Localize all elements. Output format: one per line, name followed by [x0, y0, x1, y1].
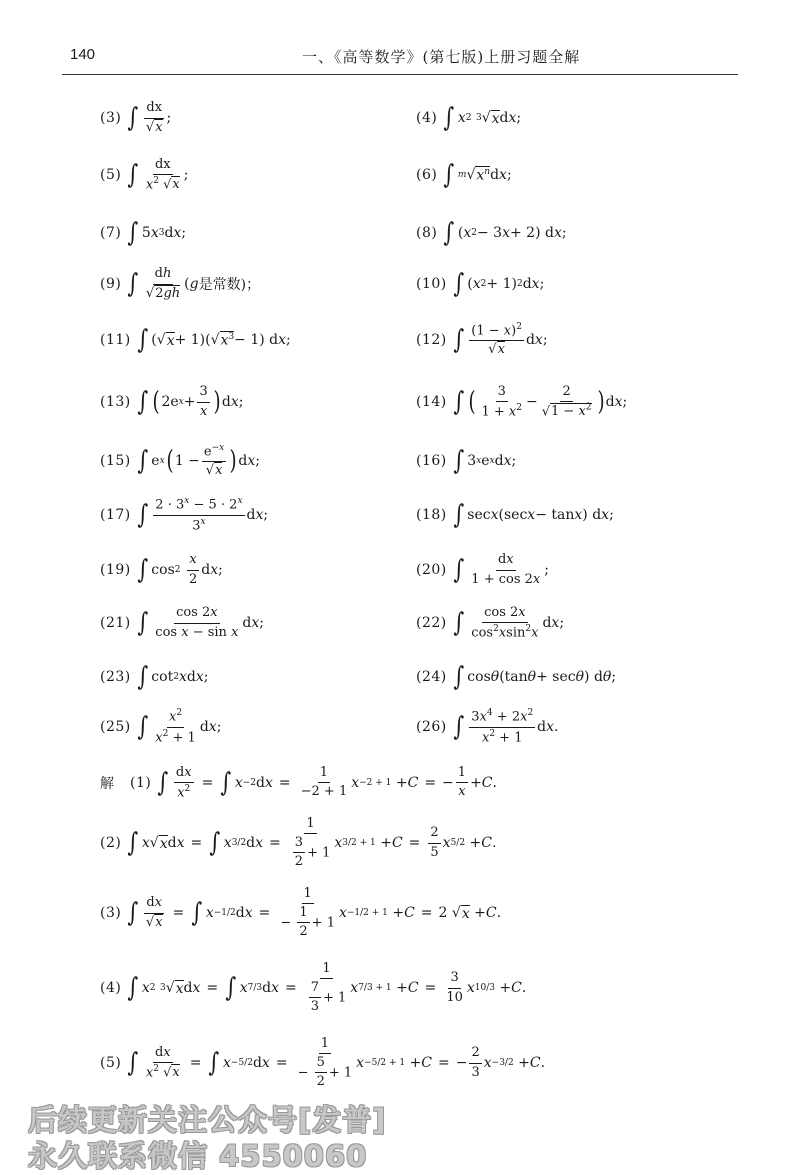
watermark-line-1: 后续更新关注公众号[发普]: [28, 1103, 387, 1137]
exercise-17-formula: ∫ $\frac{2 \cdot 3^x - 5 \cdot 2^x}{3^x}$ d x ;: [137, 495, 269, 533]
solution-2: (2) ∫ x √ x d x = ∫ x 3/2 d x = 1 $\frac{3}{2}$ + 1 x 3/2 + 1 + C = $\frac{2}{5}$ x 5/2 + C .: [100, 815, 497, 870]
solution-5-formula: ∫ $\frac{dx}{x^2 √x}$ = ∫ x −5/2 d x = 1 − $\frac{5}{2}$ + 1 x −5/2 + 1 + C = − $\frac{2}{3}$ x −3/2 + C .: [127, 1035, 546, 1090]
exercise-13: (13) ∫ ( 2e x + $\frac{3}{x}$ ) d x ;: [100, 384, 244, 419]
exercise-22-formula: ∫ $\frac{\cos 2x}{\cos^2xsin^2x}$ d x ;: [453, 604, 565, 641]
exercise-15-formula: ∫ e x ( 1 − $\frac{e^{-x}}{√x}$ ) d x ;: [137, 442, 260, 479]
exercise-4-formula: ∫ x 2 3 √ x d x ;: [443, 103, 522, 133]
exercise-8-formula: ∫ ( x 2 − 3 x + 2) d x ;: [443, 218, 567, 248]
exercise-17: (17) ∫ $\frac{2 \cdot 3^x - 5 \cdot 2^x}{3^x}$ d x ;: [100, 495, 269, 533]
exercise-16-formula: ∫ 3 x e x d x ;: [453, 446, 517, 476]
page-header: [62, 44, 738, 75]
exercise-18-formula: ∫ sec x (sec x − tan x ) d x ;: [453, 500, 614, 530]
exercise-6-formula: ∫ m √ $x^n$ d x ;: [443, 160, 512, 190]
exercise-3-formula: ∫ $\frac{dx}{√x}$ ;: [127, 100, 172, 135]
watermark-line-2: 永久联系微信 4550060: [28, 1139, 368, 1173]
exercise-23: (23) ∫ cot 2 x d x ;: [100, 662, 209, 692]
exercise-19-formula: ∫ cos 2 $\frac{x}{2}$ d x ;: [137, 552, 223, 587]
exercise-11: (11) ∫ (√ x + 1)(√ $x^3$ − 1) d x ;: [100, 325, 291, 355]
exercise-11-formula: ∫ (√ x + 1)(√ $x^3$ − 1) d x ;: [137, 325, 291, 355]
exercise-9: (9) ∫ $\frac{dh}{√2gh}$ ( g 是常数)；: [100, 266, 261, 301]
solution-2-formula: ∫ x √ x d x = ∫ x 3/2 d x = 1 $\frac{3}{2}$ + 1 x 3/2 + 1 + C = $\frac{2}{5}$ x 5/2 + C .: [127, 815, 497, 870]
page-number: 140: [70, 46, 96, 63]
exercise-7: (7) ∫ 5 x 3 d x ;: [100, 218, 187, 248]
exercise-10-formula: ∫ ( x 2 + 1) 2 d x ;: [453, 269, 545, 299]
exercise-13-formula: ∫ ( 2e x + $\frac{3}{x}$ ) d x ;: [137, 384, 244, 419]
exercise-7-formula: ∫ 5 x 3 d x ;: [127, 218, 187, 248]
exercise-8: (8) ∫ ( x 2 − 3 x + 2) d x ;: [416, 218, 567, 248]
solution-5: (5) ∫ $\frac{dx}{x^2 √x}$ = ∫ x −5/2 d x = 1 − $\frac{5}{2}$ + 1 x −5/2 + 1 + C = − $\frac{2}{3}$ x −3/2 + C .: [100, 1035, 546, 1090]
exercise-6: (6) ∫ m √ $x^n$ d x ;: [416, 160, 512, 190]
solution-4-formula: ∫ x 2 3 √ x d x = ∫ x 7/3 d x = 1 $\frac{7}{3}$ + 1 x 7/3 + 1 + C = $\frac{3}{10}$ x 10/3 + C .: [127, 960, 527, 1015]
exercise-5: (5) ∫ $\frac{dx}{x^2 √x}$ ;: [100, 156, 189, 193]
exercise-15: (15) ∫ e x ( 1 − $\frac{e^{-x}}{√x}$ ) d x ;: [100, 442, 260, 479]
solution-3-formula: ∫ $\frac{dx}{√x}$ = ∫ x −1/2 d x = 1 − $\frac{1}{2}$ + 1 x −1/2 + 1 + C = 2 √ x + C .: [127, 885, 502, 940]
exercise-22: (22) ∫ $\frac{\cos 2x}{\cos^2xsin^2x}$ d x ;: [416, 604, 565, 641]
exercise-23-formula: ∫ cot 2 x d x ;: [137, 662, 209, 692]
solution-marker: 解: [100, 776, 116, 792]
exercise-19: (19) ∫ cos 2 $\frac{x}{2}$ d x ;: [100, 552, 223, 587]
exercise-14-formula: ∫ ( $\frac{3}{1 + x^2}$ − $\frac{2}{√1 - x^2}$ ) d x ;: [453, 383, 628, 420]
exercise-12-formula: ∫ $\frac{(1 - x)^2}{√x}$ d x ;: [453, 321, 548, 358]
exercise-16: (16) ∫ 3 x e x d x ;: [416, 446, 517, 476]
exercise-25-formula: ∫ $\frac{x^2}{x^2 + 1}$ d x ;: [137, 707, 222, 745]
exercise-20: (20) ∫ $\frac{dx}{1 + \cos 2x}$ ;: [416, 552, 549, 587]
exercise-21-formula: ∫ $\frac{\cos 2x}{\text{cos x − sin x}}$ d x ;: [137, 605, 264, 640]
exercise-21: (21) ∫ $\frac{\cos 2x}{\text{cos x − sin x}}$ d x ;: [100, 605, 264, 640]
solution-4: (4) ∫ x 2 3 √ x d x = ∫ x 7/3 d x = 1 $\frac{7}{3}$ + 1 x 7/3 + 1 + C = $\frac{3}{10}$ x 10/3 + C .: [100, 960, 527, 1015]
exercise-24-formula: ∫ cos θ (tan θ + sec θ ) d θ ;: [453, 662, 617, 692]
exercise-14: (14) ∫ ( $\frac{3}{1 + x^2}$ − $\frac{2}{√1 - x^2}$ ) d x ;: [416, 383, 628, 420]
solution-1-formula: ∫ $\frac{dx}{x^2}$ = ∫ x −2 d x = $\frac{1}{-2 + 1}$ x −2 + 1 + C = − $\frac{1}{x}$ + C .: [157, 764, 497, 801]
exercise-5-formula: ∫ $\frac{dx}{x^2 √x}$ ;: [127, 156, 189, 193]
exercise-25: (25) ∫ $\frac{x^2}{x^2 + 1}$ d x ;: [100, 707, 222, 745]
exercise-4: (4) ∫ x 2 3 √ x d x ;: [416, 103, 522, 133]
exercise-18: (18) ∫ sec x (sec x − tan x ) d x ;: [416, 500, 614, 530]
exercise-26-formula: ∫ $\frac{3x^4 + 2x^2}{x^2 + 1}$ d x .: [453, 707, 559, 745]
solution-1: 解 (1) ∫ $\frac{dx}{x^2}$ = ∫ x −2 d x = $\frac{1}{-2 + 1}$ x −2 + 1 + C = − $\frac{1}{x}$ + C .: [100, 764, 497, 801]
exercise-26: (26) ∫ $\frac{3x^4 + 2x^2}{x^2 + 1}$ d x .: [416, 707, 559, 745]
exercise-12: (12) ∫ $\frac{(1 - x)^2}{√x}$ d x ;: [416, 321, 548, 358]
exercise-24: (24) ∫ cos θ (tan θ + sec θ ) d θ ;: [416, 662, 617, 692]
exercise-9-formula: ∫ $\frac{dh}{√2gh}$ ( g 是常数)；: [127, 266, 261, 301]
exercise-20-formula: ∫ $\frac{dx}{1 + \cos 2x}$ ;: [453, 552, 549, 587]
exercise-10: (10) ∫ ( x 2 + 1) 2 d x ;: [416, 269, 545, 299]
running-title: 一、《高等数学》(第七版)上册习题全解: [302, 48, 581, 66]
solution-3: (3) ∫ $\frac{dx}{√x}$ = ∫ x −1/2 d x = 1 − $\frac{1}{2}$ + 1 x −1/2 + 1 + C = 2 √ x + C .: [100, 885, 502, 940]
exercise-3: (3) ∫ $\frac{dx}{√x}$ ;: [100, 100, 172, 135]
